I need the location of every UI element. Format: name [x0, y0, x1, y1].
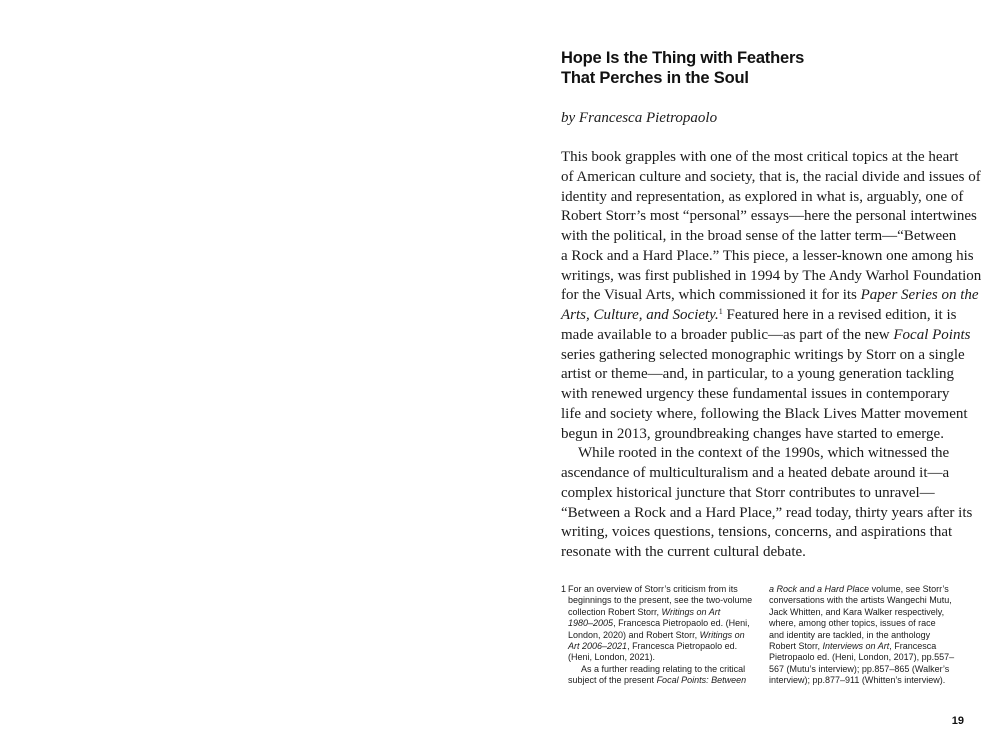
text-line: made available to a broader public—as part of the new Focal Points: [561, 326, 971, 343]
essay-title: [561, 48, 961, 88]
page-number: 19: [951, 715, 964, 727]
text-line: Arts, Culture, and Society.$^1$ Featured here in a revised edition, it is: [561, 307, 957, 323]
text-line: writings, was first published in 1994 by The Andy Warhol Foundation: [561, 267, 982, 284]
footnote-line: For an overview of Storr’s criticism from its: [568, 584, 738, 594]
footnote-line: Robert Storr, Interviews on Art, Francesca: [769, 641, 937, 652]
text-line: life and society where, following the Black Lives Matter movement: [561, 405, 968, 422]
footnote-column-right: [769, 584, 984, 687]
text-line: for the Visual Arts, which commissioned it for its Paper Series on the: [561, 287, 979, 304]
paragraph-1: [561, 148, 981, 444]
text-line: While rooted in the context of the 1990s, which witnessed the: [578, 445, 950, 462]
text-line: Robert Storr’s most “personal” essays—here the personal intertwines: [561, 208, 977, 225]
footnote-number: 1: [561, 584, 567, 594]
text-line: with renewed urgency these fundamental issues in contemporary: [561, 386, 950, 402]
text-line: “Between a Rock and a Hard Place,” read today, thirty years after its: [561, 504, 973, 521]
text-line: of American culture and society, that is, the racial divide and issues of: [561, 168, 981, 185]
footnote-line: subject of the present Focal Points: Between: [568, 675, 747, 686]
essay-title-line-2: That Perches in the Soul: [561, 69, 749, 87]
text-line: ascendance of multiculturalism and a heated debate around it—a: [561, 465, 950, 481]
text-line: writing, voices questions, tensions, concerns, and aspirations that: [561, 524, 953, 541]
text-line: complex historical juncture that Storr contributes to unravel—: [561, 484, 935, 501]
footnote-line: 1980–2005, Francesca Pietropaolo ed. (Heni,: [568, 618, 750, 629]
text-line: series gathering selected monographic writings by Storr on a single: [561, 346, 965, 363]
text-line: artist or theme—and, in particular, to a young generation tackling: [561, 366, 955, 383]
footnote-line: and identity are tackled, in the anthology: [769, 629, 931, 640]
footnote-line: 567 (Mutu’s interview); pp.857–865 (Walker’s: [769, 663, 950, 674]
text-line: begun in 2013, groundbreaking changes have started to emerge.: [561, 425, 944, 442]
footnote-line: (Heni, London, 2021).: [568, 652, 656, 663]
footnote-line: Pietropaolo ed. (Heni, London, 2017), pp.557–: [769, 652, 955, 663]
text-line: with the political, in the broad sense of the latter term—“Between: [561, 228, 957, 244]
footnote-line: collection Robert Storr, Writings on Art: [568, 606, 721, 617]
text-line: This book grapples with one of the most critical topics at the heart: [561, 149, 959, 165]
text-line: a Rock and a Hard Place.” This piece, a lesser-known one among his: [561, 247, 974, 264]
paragraph-2: [561, 444, 981, 563]
essay-body: [561, 148, 981, 563]
footnote-line: As a further reading relating to the critical: [581, 663, 746, 674]
footnote-line: London, 2020) and Robert Storr, Writings on: [568, 629, 745, 640]
footnote-column-left: [561, 584, 761, 687]
footnote-line: Jack Whitten, and Kara Walker respectively,: [769, 606, 945, 617]
footnote-line: interview); pp.877–911 (Whitten’s interview).: [769, 675, 946, 686]
text-line: resonate with the current cultural debate.: [561, 544, 806, 560]
footnote-line: a Rock and a Hard Place volume, see Storr’s: [769, 584, 949, 594]
footnote-reference[interactable]: 1: [718, 307, 723, 316]
footnote-line: where, among other topics, issues of race: [769, 618, 936, 629]
footnote-line: Art 2006–2021, Francesca Pietropaolo ed.: [568, 641, 738, 652]
essay-title-line-1: Hope Is the Thing with Feathers: [561, 49, 805, 67]
footnote-line: conversations with the artists Wangechi Mutu,: [769, 595, 952, 606]
author-byline: by Francesca Pietropaolo: [561, 110, 718, 126]
footnote-line: beginnings to the present, see the two-volume: [568, 595, 753, 606]
text-line: identity and representation, as explored in what is, arguably, one of: [561, 188, 964, 205]
